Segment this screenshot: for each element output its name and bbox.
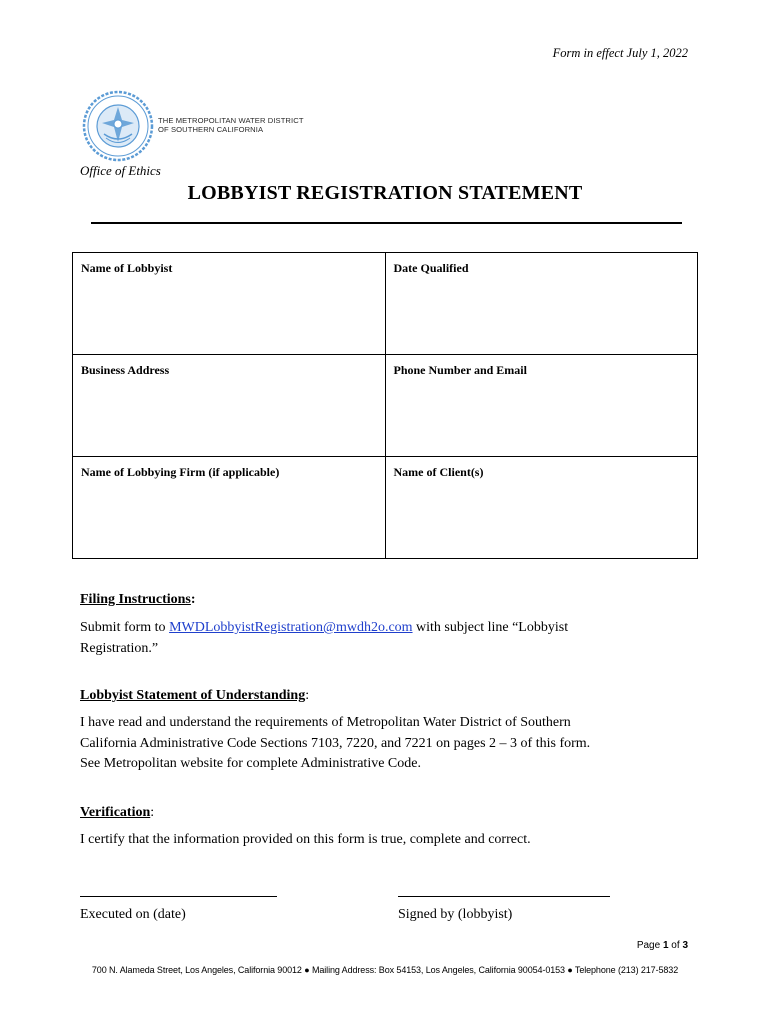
verification-text: I certify that the information provided on this form is true, complete and correct.	[80, 832, 531, 847]
field-label: Name of Lobbying Firm (if applicable)	[81, 465, 280, 479]
signed-by-label: Signed by (lobbyist)	[398, 907, 513, 922]
footer-address: 700 N. Alameda Street, Los Angeles, California 90012 ● Mailing Address: Box 54153, Los Angeles, California 90054-0153 ● Telephone (213) 217-5832	[91, 965, 679, 975]
page-number: Page 1 of 3	[636, 940, 688, 951]
registration-form-table	[72, 252, 698, 559]
table-row	[73, 253, 698, 355]
date-qualified-field[interactable]	[385, 253, 698, 355]
email-link[interactable]: MWDLobbyistRegistration@mwdh2o.com	[169, 620, 413, 635]
field-label: Date Qualified	[393, 261, 469, 275]
org-name-line2: OF SOUTHERN CALIFORNIA	[158, 125, 264, 134]
clients-field[interactable]	[385, 457, 698, 559]
form-effective-date: Form in effect July 1, 2022	[552, 46, 688, 60]
field-label: Name of Client(s)	[393, 465, 484, 479]
mwd-logo	[82, 90, 304, 162]
understanding-text: I have read and understand the requirements of Metropolitan Water District of Southern California Administrative Code Sections 7103, 7220, and 7221 on pages 2 – 3 of this form. See Metropolitan website for complete Administrative Code.	[80, 715, 591, 771]
lobbying-firm-field[interactable]	[73, 457, 386, 559]
org-name	[158, 116, 304, 134]
table-row	[73, 355, 698, 457]
signature-line[interactable]	[398, 896, 610, 897]
understanding-heading: Lobbyist Statement of Understanding:	[80, 688, 310, 703]
field-label: Name of Lobbyist	[81, 261, 173, 275]
name-of-lobbyist-field[interactable]	[73, 253, 386, 355]
filing-instructions-heading: Filing Instructions:	[80, 592, 196, 607]
filing-instructions-text: Submit form to MWDLobbyistRegistration@mwdh2o.com with subject line “Lobbyist Registration.”	[80, 620, 569, 656]
table-row	[73, 457, 698, 559]
executed-date-line[interactable]	[80, 896, 277, 897]
office-name: Office of Ethics	[80, 163, 161, 178]
verification-heading: Verification:	[80, 805, 155, 820]
field-label: Phone Number and Email	[393, 363, 527, 377]
executed-date-label: Executed on (date)	[80, 907, 186, 922]
page-title: LOBBYIST REGISTRATION STATEMENT	[187, 182, 583, 204]
org-name-line1: THE METROPOLITAN WATER DISTRICT	[158, 116, 304, 125]
title-divider	[91, 222, 682, 224]
field-label: Business Address	[81, 363, 170, 377]
business-address-field[interactable]	[73, 355, 386, 457]
phone-email-field[interactable]	[385, 355, 698, 457]
mwd-seal-icon	[82, 90, 154, 162]
